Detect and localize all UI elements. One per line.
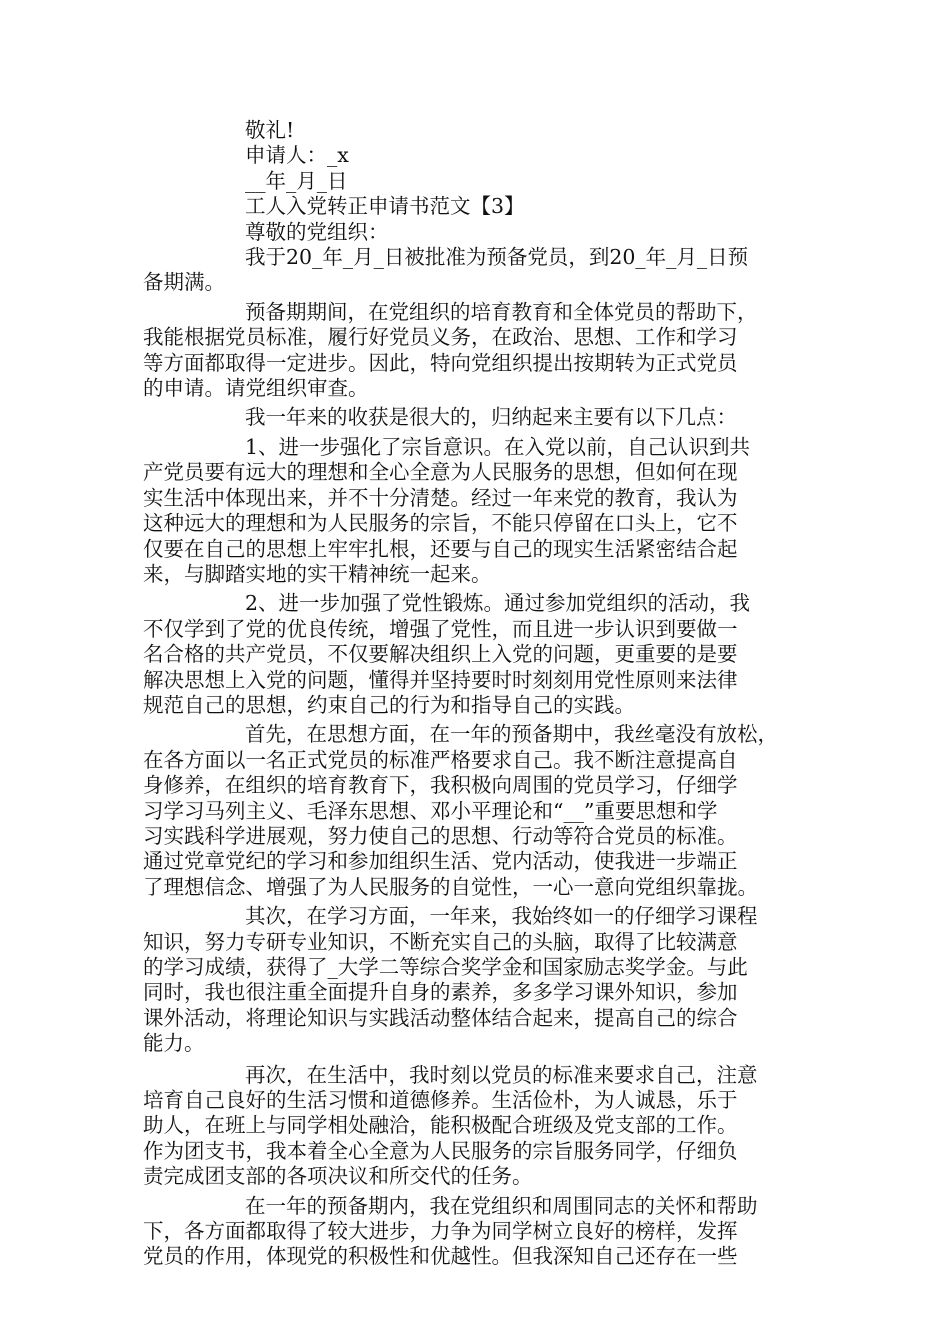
paragraph-point-2	[143, 591, 807, 718]
paragraph-line: 作为团支书，我本着全心全意为人民服务的宗旨服务同学，仔细负	[143, 1138, 738, 1163]
paragraph-line: 我能根据党员标准，履行好党员义务，在政治、思想、工作和学习	[143, 325, 738, 350]
paragraph-line: 首先，在思想方面，在一年的预备期中，我丝毫没有放松，	[245, 722, 778, 747]
paragraph-line: 课外活动，将理论知识与实践活动整体结合起来，提高自己的综合	[143, 1005, 738, 1030]
paragraph-line: 产党员要有远大的理想和全心全意为人民服务的思想，但如何在现	[143, 460, 738, 485]
paragraph-study	[143, 904, 807, 1056]
paragraph-line: 习实践科学进展观，努力使自己的思想、行动等符合党员的标准。	[143, 823, 738, 848]
paragraph-line: 再次，在生活中，我时刻以党员的标准来要求自己，注意	[245, 1062, 758, 1087]
document-title: 工人入党转正申请书范文【3】	[245, 194, 525, 219]
paragraph-line: 习学习马列主义、毛泽东思想、邓小平理论和“__”重要思想和学	[143, 798, 718, 823]
paragraph-line: 我一年来的收获是很大的，归纳起来主要有以下几点：	[245, 405, 737, 430]
paragraph-line: 在各方面以一名正式党员的标准严格要求自己。我不断注意提高自	[143, 747, 738, 772]
paragraph-line: 身修养，在组织的培育教育下，我积极向周围的党员学习，仔细学	[143, 773, 738, 798]
applicant-line: 申请人：_x	[245, 143, 349, 168]
paragraph-line: 了理想信念、增强了为人民服务的自觉性，一心一意向党组织靠拢。	[143, 874, 758, 899]
paragraph-line: 仅要在自己的思想上牢牢扎根，还要与自己的现实生活紧密结合起	[143, 536, 738, 561]
paragraph-line: 解决思想上入党的问题，懂得并坚持要时时刻刻用党性原则来法律	[143, 667, 738, 692]
paragraph-line: 实生活中体现出来，并不十分清楚。经过一年来党的教育，我认为	[143, 485, 738, 510]
paragraph-line: 名合格的共产党员，不仅要解决组织上入党的问题，更重要的是要	[143, 642, 738, 667]
paragraph-line: 1、进一步强化了宗旨意识。在入党以前，自己认识到共	[245, 434, 751, 459]
paragraph-conclusion	[143, 1194, 807, 1270]
paragraph-line: 备期满。	[143, 270, 225, 295]
paragraph-line: 培育自己良好的生活习惯和道德修养。生活俭朴，为人诚恳，乐于	[143, 1088, 738, 1113]
paragraph-line: 下，各方面都取得了较大进步，力争为同学树立良好的榜样，发挥	[143, 1219, 738, 1244]
paragraph-line: 规范自己的思想，约束自己的行为和指导自己的实践。	[143, 692, 635, 717]
paragraph-line: 其次，在学习方面，一年来，我始终如一的仔细学习课程	[245, 904, 758, 929]
paragraph-line: 等方面都取得一定进步。因此，特向党组织提出按期转为正式党员	[143, 350, 738, 375]
paragraph-line: 知识，努力专研专业知识，不断充实自己的头脑，取得了比较满意	[143, 929, 738, 954]
paragraph-line: 2、进一步加强了党性锻炼。通过参加党组织的活动，我	[245, 591, 751, 616]
paragraph-approval	[143, 245, 807, 296]
paragraph-line: 预备期期间，在党组织的培育教育和全体党员的帮助下，	[245, 299, 758, 324]
date-line: __年_月_日	[245, 168, 348, 193]
paragraph-line: 在一年的预备期内，我在党组织和周围同志的关怀和帮助	[245, 1193, 758, 1218]
paragraph-line: 助人，在班上与同学相处融洽，能积极配合班级及党支部的工作。	[143, 1113, 738, 1138]
paragraph-life	[143, 1063, 807, 1190]
paragraph-line: 通过党章党纪的学习和参加组织生活、党内活动，使我进一步端正	[143, 849, 738, 874]
document-body	[143, 118, 807, 1270]
paragraph-line: 同时，我也很注重全面提升自身的素养，多多学习课外知识，参加	[143, 980, 738, 1005]
salutation: 尊敬的党组织：	[245, 219, 389, 244]
paragraph-line: 的学习成绩，获得了_大学二等综合奖学金和国家励志奖学金。与此	[143, 955, 748, 979]
paragraph-line: 能力。	[143, 1031, 205, 1056]
paragraph-probation	[143, 300, 807, 402]
paragraph-line: 的申请。请党组织审查。	[143, 376, 369, 401]
paragraph-line: 责完成团支部的各项决议和所交代的任务。	[143, 1164, 533, 1189]
paragraph-line: 党员的作用，体现党的积极性和优越性。但我深知自己还存在一些	[143, 1244, 738, 1269]
paragraph-point-1	[143, 435, 807, 587]
paragraph-line: 不仅学到了党的优良传统，增强了党性，而且进一步认识到要做一	[143, 616, 738, 641]
paragraph-thought	[143, 722, 807, 900]
paragraph-summary	[143, 405, 807, 430]
closing-text: 敬礼!	[245, 118, 295, 142]
paragraph-line: 来，与脚踏实地的实干精神统一起来。	[143, 561, 492, 586]
paragraph-line: 这种远大的理想和为人民服务的宗旨，不能只停留在口头上，它不	[143, 511, 738, 536]
paragraph-line: 我于20_年_月_日被批准为预备党员，到20_年_月_日预	[245, 245, 749, 270]
